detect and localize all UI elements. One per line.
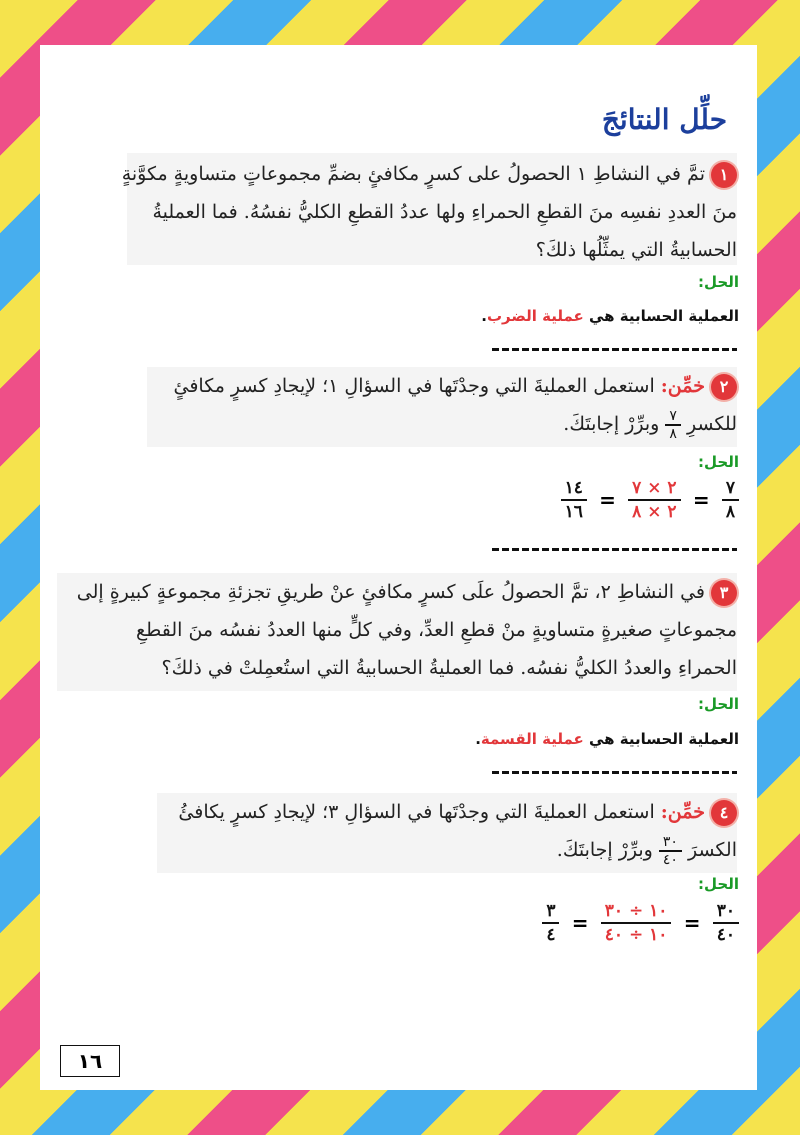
fraction-7-8: $\frac{٧}{٨}$ (665, 408, 681, 442)
fraction: $\frac{١٤}{١٦}$ (561, 477, 587, 523)
question-2 (137, 367, 737, 443)
answer-3-text: العملية الحسابية هي (589, 730, 739, 748)
solution-label: الحل: (698, 273, 739, 291)
answer-1-highlight: عملية الضرب (486, 307, 584, 325)
question-3-line-3: الحمراءِ والعددُ الكليُّ نفسُه. فما العمليةُ الحسابيةُ التي استُعمِلتْ في ذلكَ؟ (161, 657, 737, 679)
answer-3-highlight: عملية القسمة (480, 730, 584, 748)
fraction: $\frac{١٠ \div ٣٠}{١٠ \div ٤٠}$ (601, 900, 672, 946)
solution-label: الحل: (698, 695, 739, 713)
equals-sign: = (683, 911, 701, 935)
equals-sign: = (692, 488, 710, 512)
question-2-line-2-post: وبرِّرْ إجابتَكَ. (563, 413, 660, 435)
question-number-badge: ١ (711, 162, 737, 188)
question-1 (117, 155, 737, 269)
equation-4 (542, 900, 739, 946)
question-number-badge: ٣ (711, 580, 737, 606)
fraction-30-40: $\frac{٣٠}{٤٠}$ (659, 834, 682, 868)
fraction: $\frac{٢ \times ٧}{٢ \times ٨}$ (628, 477, 680, 523)
worksheet-page (40, 45, 757, 1090)
question-4-line-2-pre: الكسرَ (688, 839, 737, 861)
dashed-divider (492, 771, 737, 774)
question-1-line-1: تمَّ في النشاطِ ١ الحصولُ على كسرٍ مكافئٍ بضمِّ مجموعاتٍ متساويةٍ مكوَّنةٍ (121, 163, 705, 185)
question-number-badge: ٢ (711, 374, 737, 400)
question-3 (47, 573, 737, 687)
question-number-badge: ٤ (711, 800, 737, 826)
answer-1-period: . (481, 307, 487, 325)
answer-1 (481, 307, 739, 325)
solution-label: الحل: (698, 453, 739, 471)
page-title: حلِّل النتائجَ (601, 103, 727, 136)
solution-label: الحل: (698, 875, 739, 893)
answer-1-text: العملية الحسابية هي (589, 307, 739, 325)
fraction: $\frac{٧}{٨}$ (722, 477, 739, 523)
equals-sign: = (599, 488, 616, 512)
guess-label: خمِّن: (660, 801, 705, 823)
answer-3 (475, 730, 739, 748)
dashed-divider (492, 348, 737, 351)
question-1-line-2: منَ العددِ نفسِه منَ القطعِ الحمراءِ ولها عددُ القطعِ الكليُّ نفسُهُ. فما العمليةُ (152, 201, 737, 223)
fraction: $\frac{٣٠}{٤٠}$ (713, 900, 739, 946)
question-4 (147, 793, 737, 869)
question-1-line-3: الحسابيةُ التي يمثِّلُها ذلكَ؟ (535, 239, 737, 261)
question-2-line-1: استعمل العمليةَ التي وجدْتَها في السؤالِ ١؛ لإيجادِ كسرٍ مكافئٍ (173, 375, 655, 397)
answer-3-period: . (475, 730, 481, 748)
question-4-line-2-post: وبرِّرْ إجابتَكَ. (556, 839, 653, 861)
fraction: $\frac{٣}{٤}$ (542, 900, 559, 946)
question-3-line-1: في النشاطِ ٢، تمَّ الحصولُ علَى كسرٍ مكافئٍ عنْ طريقِ تجزئةِ مجموعةٍ كبيرةٍ إلى (76, 581, 705, 603)
question-2-line-2-pre: للكسرِ (686, 413, 737, 435)
dashed-divider (492, 548, 737, 551)
question-4-line-1: استعمل العمليةَ التي وجدْتَها في السؤالِ ٣؛ لإيجادِ كسرٍ يكافئُ (178, 801, 655, 823)
page-number: ١٦ (60, 1045, 120, 1077)
guess-label: خمِّن: (660, 375, 705, 397)
equation-2 (561, 477, 739, 523)
equals-sign: = (571, 911, 589, 935)
question-3-line-2: مجموعاتٍ صغيرةٍ متساويةٍ منْ قطعِ العدِّ، وفي كلٍّ منها العددُ نفسُه منَ القطعِ (136, 619, 737, 641)
